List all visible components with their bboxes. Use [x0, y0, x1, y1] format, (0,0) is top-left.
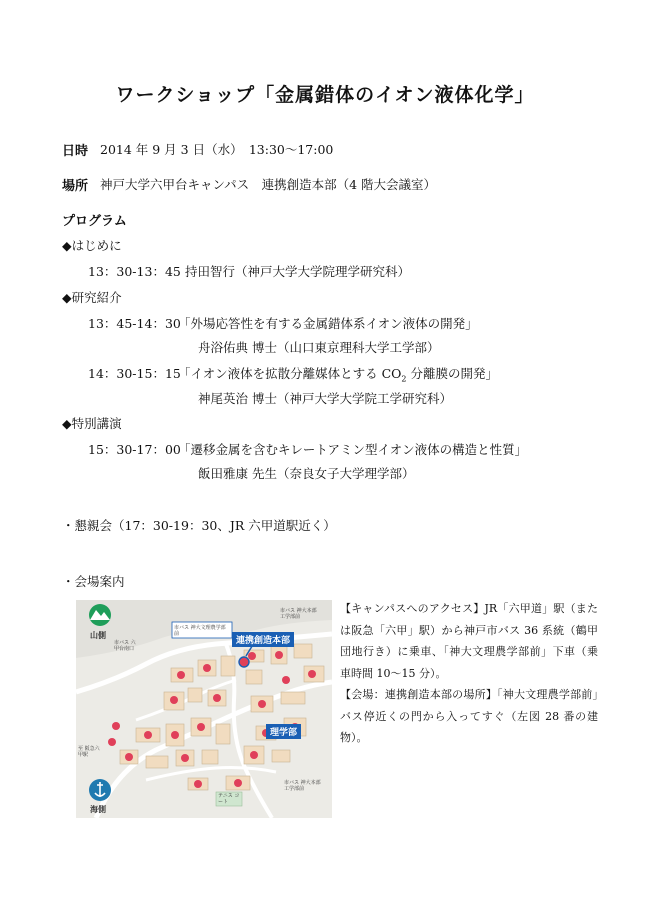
page-title: ワークショップ「金属錯体のイオン液体化学」: [115, 84, 535, 106]
place-label: 場所: [62, 179, 89, 194]
talk2-title-a: 「イオン液体を拡散分離媒体とする CO: [178, 366, 402, 381]
talk2-title-sub: 2: [401, 374, 407, 384]
talk1-time: 13：45-14：30: [88, 316, 181, 331]
map-bus-stop-1: 市バス 六甲台南口: [114, 640, 136, 652]
date-label: 日時: [62, 144, 89, 159]
map-tennis-court: テニス コート: [218, 793, 240, 805]
talk2-title: [178, 364, 498, 384]
section-special: ◆特別講演: [62, 416, 122, 431]
talk1-title: 「外場応答性を有する金属錯体系イオン液体の開発」: [178, 316, 478, 331]
section-research: ◆研究紹介: [62, 290, 122, 305]
section-opening: ◆はじめに: [62, 238, 122, 253]
map-mountain-side: 山側: [90, 631, 106, 640]
access-info: [340, 598, 598, 749]
talk3-speaker: 飯田雅康 先生（奈良女子大学理学部）: [198, 466, 415, 481]
map-sea-side: 海側: [90, 805, 106, 814]
access-campus: [340, 598, 598, 684]
map-callout-renkei: 連携創造本部: [232, 632, 294, 647]
map-bus-stop-3: 市バス 神大本部工学部前: [280, 608, 317, 620]
map-bus-stop-2: 市バス 神大文理農学部前: [174, 625, 226, 637]
campus-map: [76, 600, 332, 818]
social-event: ・懇親会（17：30-19：30、JR 六甲道駅近く）: [62, 518, 336, 533]
access-venue-body: 「神大文理農学部前」バス停近くの門から入ってすぐ（左図 28 番の建物）。: [340, 688, 599, 744]
talk2-speaker: 神尾英治 博士（神戸大学大学院工学研究科）: [198, 391, 452, 406]
access-campus-head: 【キャンパスへのアクセス】: [340, 602, 485, 615]
access-venue-head: 【会場：連携創造本部の場所】: [340, 688, 498, 701]
opening-speaker: 持田智行（神戸大学大学院理学研究科）: [185, 264, 411, 279]
access-venue: [340, 684, 598, 749]
talk1-speaker: 舟浴佑典 博士（山口東京理科大学工学部）: [198, 340, 440, 355]
map-callout-science: 理学部: [266, 724, 301, 739]
program-heading: プログラム: [62, 214, 127, 229]
talk3-time: 15：30-17：00: [88, 442, 181, 457]
map-hankyu: 至 阪急六甲駅: [78, 746, 100, 758]
map-bus-stop-4: 市バス 神大本部工学部前: [284, 780, 321, 792]
venue-heading: ・会場案内: [62, 574, 125, 589]
opening-time: 13：30-13：45: [88, 264, 181, 279]
talk2-time: 14：30-15：15: [88, 366, 181, 381]
access-campus-body: JR「六甲道」駅（または阪急「六甲」駅）から神戸市バス 36 系統（鶴甲団地行き）に乗車、「神大文理農学部前」下車（乗車時間 10～15 分）。: [340, 602, 598, 680]
date-value: 2014 年 9 月 3 日（水） 13:30～17:00: [100, 142, 334, 157]
talk3-title: 「遷移金属を含むキレートアミン型イオン液体の構造と性質」: [178, 442, 528, 457]
talk2-title-b: 分離膜の開発」: [406, 366, 498, 381]
place-value: 神戸大学六甲台キャンパス 連携創造本部（4 階大会議室）: [100, 177, 437, 192]
